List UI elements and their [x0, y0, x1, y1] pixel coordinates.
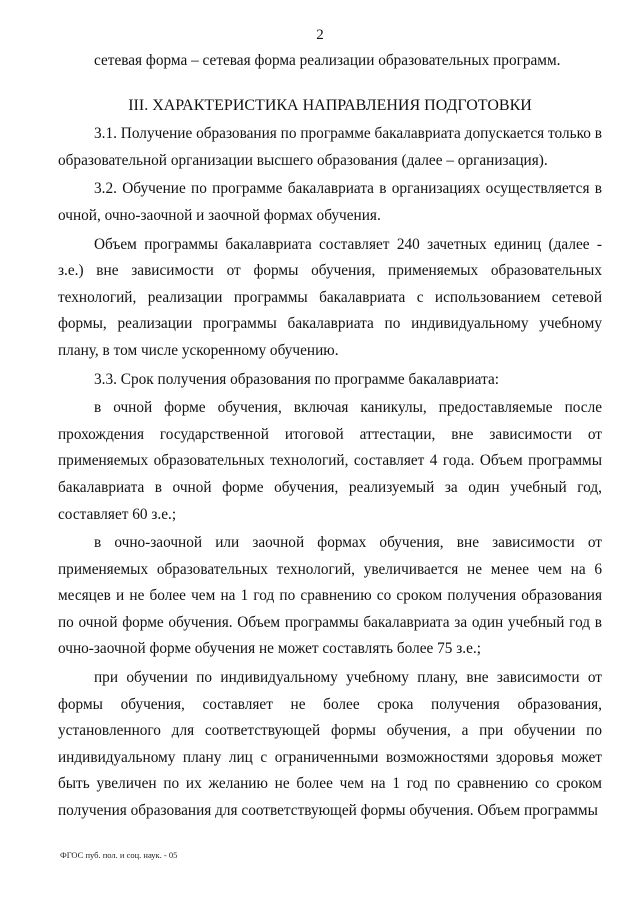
paragraph-volume: Объем программы бакалавриата составляет 240 зачетных единиц (далее - з.е.) вне зависимости от формы обучения, применяемых образовательных технологий, реализации программы бакалавриата с использованием сетевой формы, реализации программы бакалавриата по индивидуальному учебному плану, в том числе ускоренному обучению. [58, 235, 602, 359]
paragraph-full-time: в очной форме обучения, включая каникулы, предоставляемые после прохождения государственной итоговой аттестации, вне зависимости от применяемых образовательных технологий, составляет 4 года. Объем программы бакалавриата в очной форме обучения, реализуемый за один учебный год, составляет 60 з.е.; [58, 399, 602, 523]
page-number: 2 [316, 27, 324, 43]
footer-code: ФГОС пуб. пол. и соц. наук. - 05 [60, 850, 178, 860]
paragraph-3-3: 3.3. Срок получения образования по программе бакалавриата: [94, 370, 499, 388]
page-body [58, 48, 602, 825]
section-heading: III. ХАРАКТЕРИСТИКА НАПРАВЛЕНИЯ ПОДГОТОВКИ [128, 96, 532, 114]
intro-line: сетевая форма – сетевая форма реализации образовательных программ. [94, 52, 561, 69]
paragraph-part-time: в очно-заочной или заочной формах обучения, вне зависимости от применяемых образовательных технологий, увеличивается не менее чем на 6 месяцев и не более чем на 1 год по сравнению со сроком получения образования по очной форме обучения. Объем программы бакалавриата за один учебный год в очно-заочной форме обучения не может составлять более 75 з.е.; [58, 534, 602, 658]
paragraph-3-1: 3.1. Получение образования по программе бакалавриата допускается только в образовательной организации высшего образования (далее – организация). [58, 125, 602, 169]
paragraph-individual-plan: при обучении по индивидуальному учебному плану, вне зависимости от формы обучения, составляет не более срока получения образования, установленного для соответствующей формы обучения, а при обучении по индивидуальному плану лиц с ограниченными возможностями здоровья может быть увеличен по их желанию не более чем на 1 год по сравнению со сроком получения образования для соответствующей формы обучения. Объем программы [58, 669, 602, 820]
paragraph-3-2: 3.2. Обучение по программе бакалавриата в организациях осуществляется в очной, очно-заочной и заочной формах обучения. [58, 180, 602, 224]
